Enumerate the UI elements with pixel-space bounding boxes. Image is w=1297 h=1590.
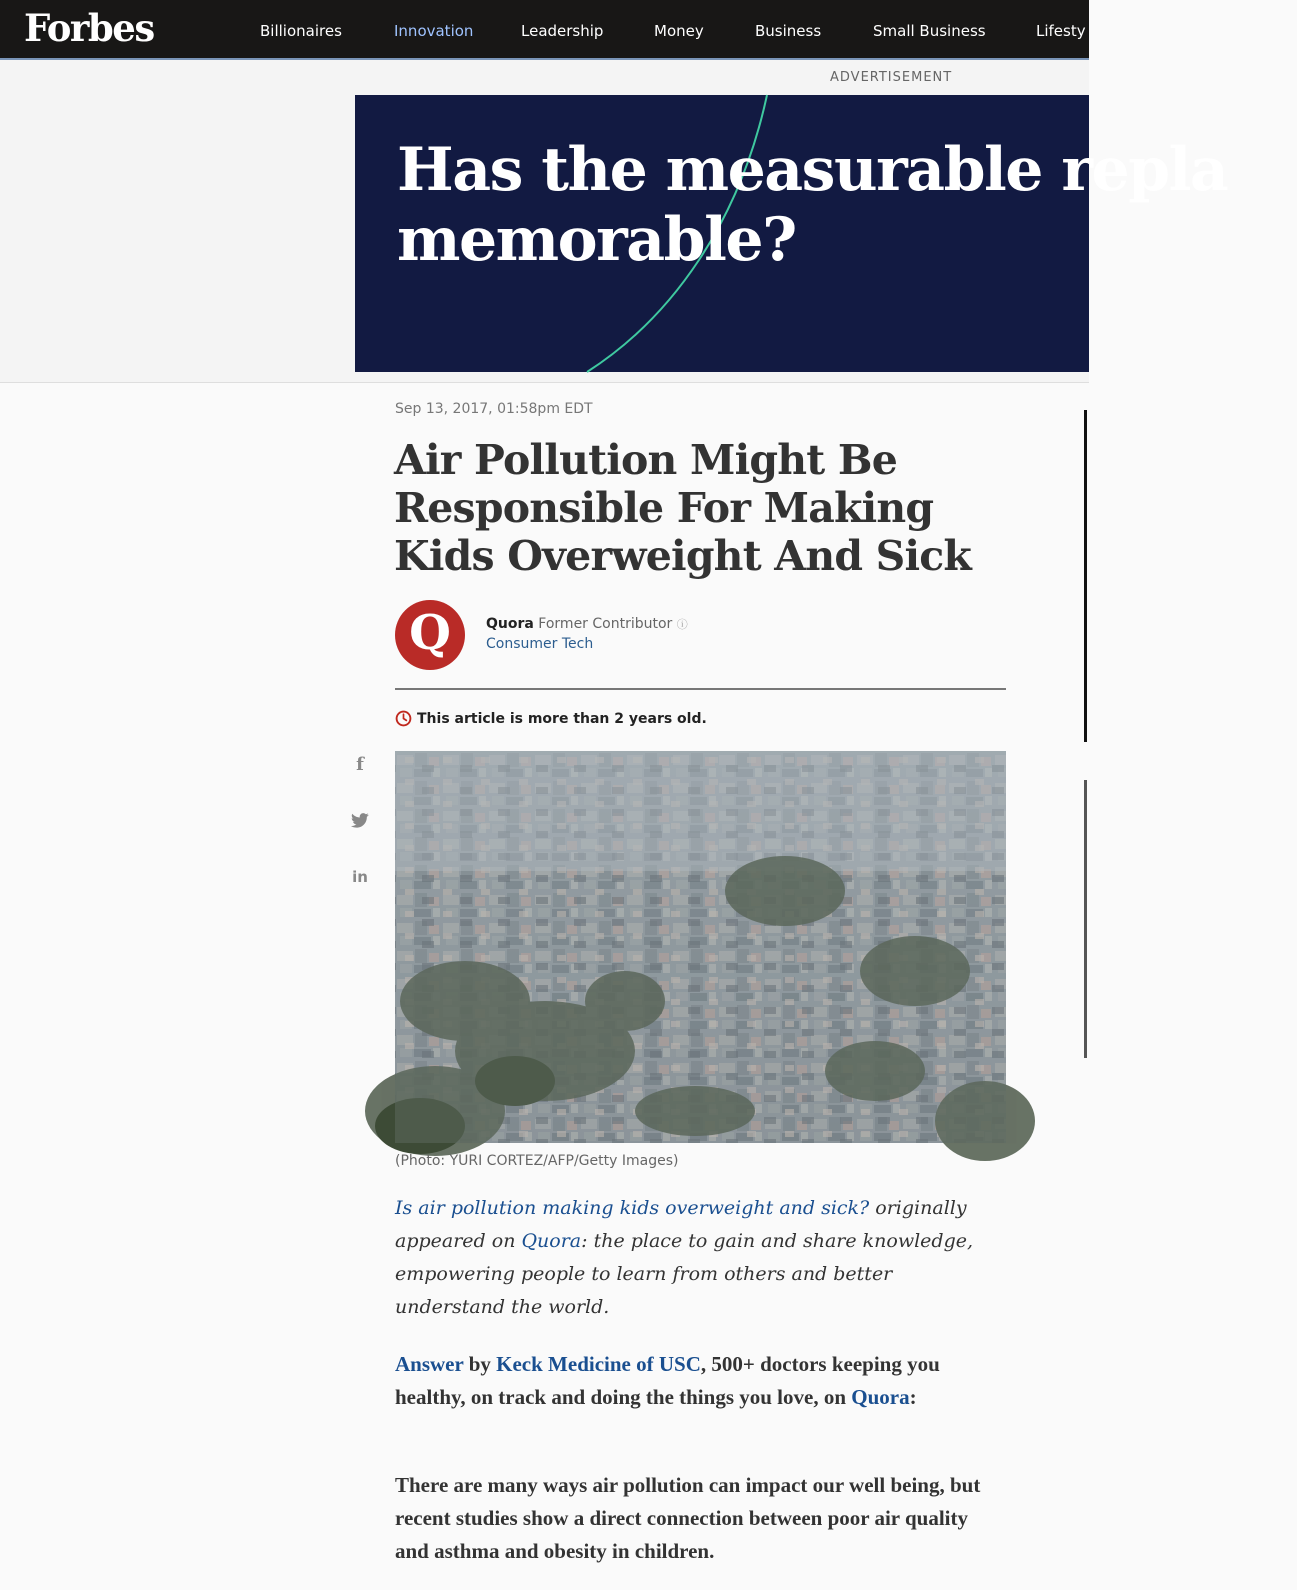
- intro-paragraph: [395, 1192, 1006, 1324]
- author-name[interactable]: Quora: [486, 616, 534, 632]
- answer-quora-link[interactable]: Quora: [851, 1385, 910, 1409]
- forbes-logo[interactable]: Forbes: [24, 6, 154, 50]
- nav-item-innovation[interactable]: Innovation: [394, 22, 474, 40]
- nav-item-lifestyle[interactable]: Lifesty: [1036, 22, 1086, 40]
- ad-banner[interactable]: [355, 95, 1228, 372]
- author-avatar[interactable]: [395, 600, 465, 670]
- article-date: Sep 13, 2017, 01:58pm EDT: [395, 401, 593, 417]
- article-headline: Air Pollution Might Be Responsible For Making Kids Overweight And Sick: [394, 436, 972, 580]
- hazy-city-photo: [395, 751, 1006, 1143]
- ad-headline: Has the measurable repla memorable?: [397, 135, 1228, 275]
- right-rail-edge: [1084, 780, 1087, 1058]
- twitter-bird-glyph: [351, 813, 369, 828]
- article-age-notice: [395, 710, 707, 727]
- answer-attribution: [395, 1348, 1006, 1414]
- answer-end-text: :: [909, 1385, 917, 1409]
- quora-question-link[interactable]: Is air pollution making kids overweight and sick?: [395, 1197, 870, 1219]
- nav-item-money[interactable]: Money: [654, 22, 704, 40]
- answer-desc-text: , 500+ doctors keeping you healthy, on track and doing the things you love, on: [395, 1352, 940, 1409]
- age-notice-text: This article is more than 2 years old.: [417, 710, 707, 727]
- nav-item-business[interactable]: Business: [755, 22, 822, 40]
- answer-link[interactable]: Answer: [395, 1352, 464, 1376]
- answer-by-text: by: [463, 1352, 497, 1376]
- top-nav: [0, 0, 1089, 60]
- ad-area: [0, 60, 1228, 383]
- quora-logo-letter: Q: [409, 605, 451, 661]
- image-caption: (Photo: YURI CORTEZ/AFP/Getty Images): [395, 1153, 679, 1169]
- info-icon[interactable]: ⓘ: [676, 618, 688, 631]
- right-rail-edge: [1084, 410, 1087, 742]
- divider: [395, 688, 1006, 690]
- intro-text-1: originally appeared on: [395, 1197, 967, 1252]
- ad-label: ADVERTISEMENT: [830, 70, 953, 85]
- quora-link[interactable]: Quora: [521, 1230, 582, 1252]
- author-role: Former Contributor: [538, 616, 673, 632]
- intro-text-2: : the place to gain and share knowledge, empowering people to learn from others and better understand the world.: [395, 1230, 974, 1318]
- facebook-icon[interactable]: f: [356, 753, 364, 775]
- twitter-icon[interactable]: [350, 810, 370, 830]
- answer-author-link[interactable]: Keck Medicine of USC: [496, 1352, 701, 1376]
- nav-item-small-business[interactable]: Small Business: [873, 22, 986, 40]
- article-hero-image: [395, 751, 1006, 1143]
- nav-item-billionaires[interactable]: Billionaires: [260, 22, 342, 40]
- linkedin-icon[interactable]: in: [352, 868, 368, 886]
- clock-icon: [395, 710, 412, 727]
- author-byline: [486, 616, 688, 632]
- nav-item-leadership[interactable]: Leadership: [521, 22, 604, 40]
- author-channel-link[interactable]: Consumer Tech: [486, 636, 594, 652]
- body-paragraph: There are many ways air pollution can impact our well being, but recent studies show a direct connection between poor air quality and asthma and obesity in children.: [395, 1473, 981, 1563]
